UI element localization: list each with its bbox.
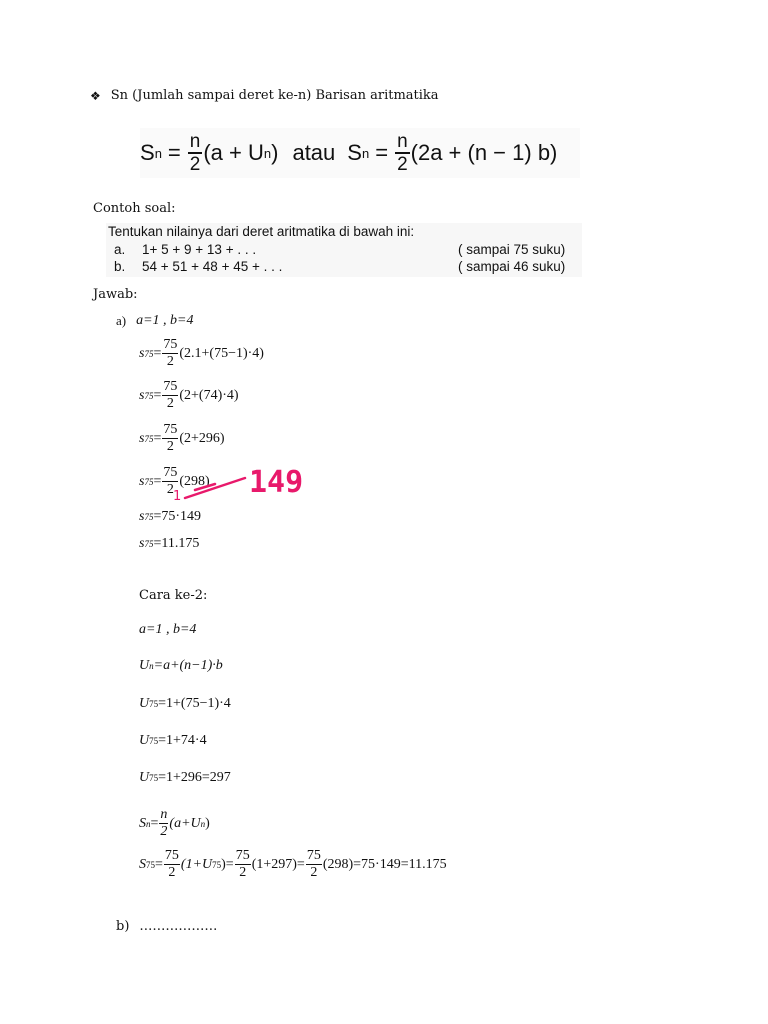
- cara2-sn-formula: S n = $\frac{n}{2}$ (a+U n ): [139, 807, 210, 839]
- cara2-u75-step2: U 75 =1+74·4: [139, 733, 207, 748]
- section-title: Sn (Jumlah sampai deret ke-n) Barisan aritmatika: [110, 88, 439, 103]
- problem-item-a: a. 1+ 5 + 9 + 13 + . . . ( sampai 75 suku): [114, 242, 566, 257]
- cara2-u75-step3: U 75 =1+296=297: [139, 770, 231, 785]
- step-a-4: s 75 = $\frac{75}{2}$ (298): [139, 465, 210, 497]
- problem-intro: Tentukan nilainya dari deret aritmatika di bawah ini:: [108, 224, 415, 239]
- formula-equals: =: [167, 140, 181, 165]
- step-a-5: s 75 =75·149: [139, 509, 202, 524]
- formula-expr-2: (2a + (n − 1) b): [410, 140, 558, 165]
- answer-b: b) ………………: [116, 919, 218, 934]
- annotation-stroke-long: [185, 478, 245, 498]
- cara2-label: Cara ke-2:: [139, 588, 208, 603]
- answer-a-given: a) a=1 , b=4: [116, 313, 194, 328]
- annotation-small-text: 1: [173, 489, 182, 504]
- formula-expr-1: (a + U: [203, 140, 264, 165]
- cara2-final-line: S 75 = $\frac{75}{2}$ (1+U 75 )= $\frac{75}{2}$ (1+297)= $\frac{75}{2}$ (298)=75·149=11.175: [139, 848, 447, 880]
- jawab-label: Jawab:: [93, 287, 138, 302]
- step-a-6: s 75 =11.175: [139, 536, 200, 551]
- problem-box: [106, 223, 582, 277]
- cara2-un-formula: U n =a+(n−1)·b: [139, 658, 223, 673]
- formula-atau: atau: [292, 140, 336, 165]
- step-a-3: s 75 = $\frac{75}{2}$ (2+296): [139, 422, 225, 454]
- cara2-u75-step1: U 75 =1+(75−1)·4: [139, 696, 231, 711]
- cara2-given: a=1 , b=4: [139, 622, 197, 637]
- section-heading: [90, 88, 439, 103]
- contoh-label: Contoh soal:: [93, 201, 176, 216]
- problem-item-b: b. 54 + 51 + 48 + 45 + . . . ( sampai 46 suku): [114, 259, 566, 274]
- diamond-bullet-icon: ❖: [90, 88, 101, 103]
- formula-fraction: $\frac{n}{2}$: [189, 131, 201, 175]
- handwritten-annotation: [165, 460, 305, 505]
- step-a-2: s 75 = $\frac{75}{2}$ (2+(74)·4): [139, 379, 239, 411]
- annotation-big-text: 149: [249, 465, 304, 500]
- formula-sub-n: n: [154, 145, 162, 161]
- formula-s-symbol: S: [140, 140, 155, 165]
- sn-formula-image: S n = $\frac{n}{2}$ (a + U n ) atau S n = $\frac{n}{2}$ (2a + (n − 1) b): [140, 128, 580, 178]
- step-a-1: s 75 = $\frac{75}{2}$ (2.1+(75−1)·4): [139, 337, 264, 369]
